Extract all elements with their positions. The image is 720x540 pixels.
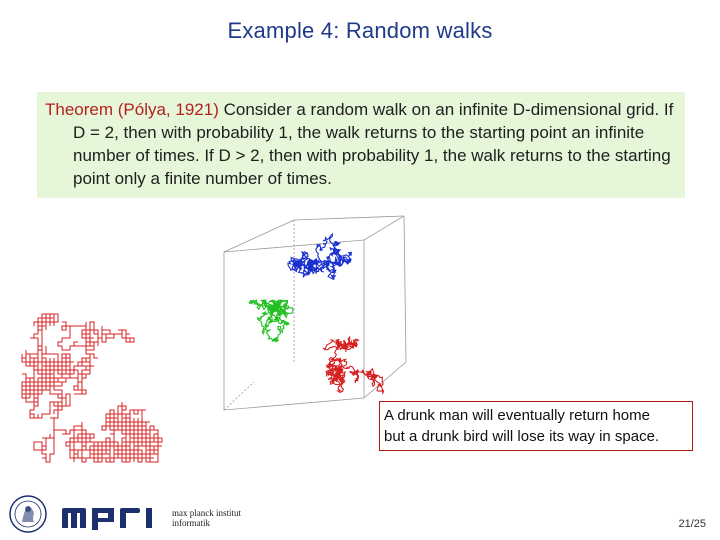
mpi-logo-text	[172, 508, 241, 528]
random-walk-2d-image	[18, 210, 214, 468]
mpg-seal-icon	[8, 494, 48, 534]
logo-text-line-2: informatik	[172, 518, 210, 528]
theorem-label: Theorem (Pólya, 1921)	[45, 100, 219, 119]
logo-text-line-1: max planck institut	[172, 508, 241, 518]
theorem-paragraph	[45, 98, 677, 190]
quote-line-1: A drunk man will eventually return home	[384, 407, 650, 424]
slide-title: Example 4: Random walks	[227, 18, 493, 43]
cube-frame	[224, 216, 406, 410]
walk-2d-path	[22, 314, 162, 462]
walk-3d-blue-path	[288, 234, 351, 280]
quote-box	[379, 401, 693, 451]
quote-line-2: but a drunk bird will lose its way in space.	[384, 428, 660, 445]
theorem-box	[37, 92, 685, 198]
walk-3d-red-path	[323, 337, 384, 393]
page-number: 21/25	[678, 518, 706, 530]
walk-3d-green-path	[249, 300, 293, 342]
theorem-text: Consider a random walk on an infinite D-dimensional grid. If D = 2, then with probability 1, the walk returns to the starting point an infinite number of times. If D > 2, then with probability 1, the walk returns to the starting point only a finite number of times.	[73, 100, 674, 188]
mpi-logo-icon	[60, 504, 160, 530]
